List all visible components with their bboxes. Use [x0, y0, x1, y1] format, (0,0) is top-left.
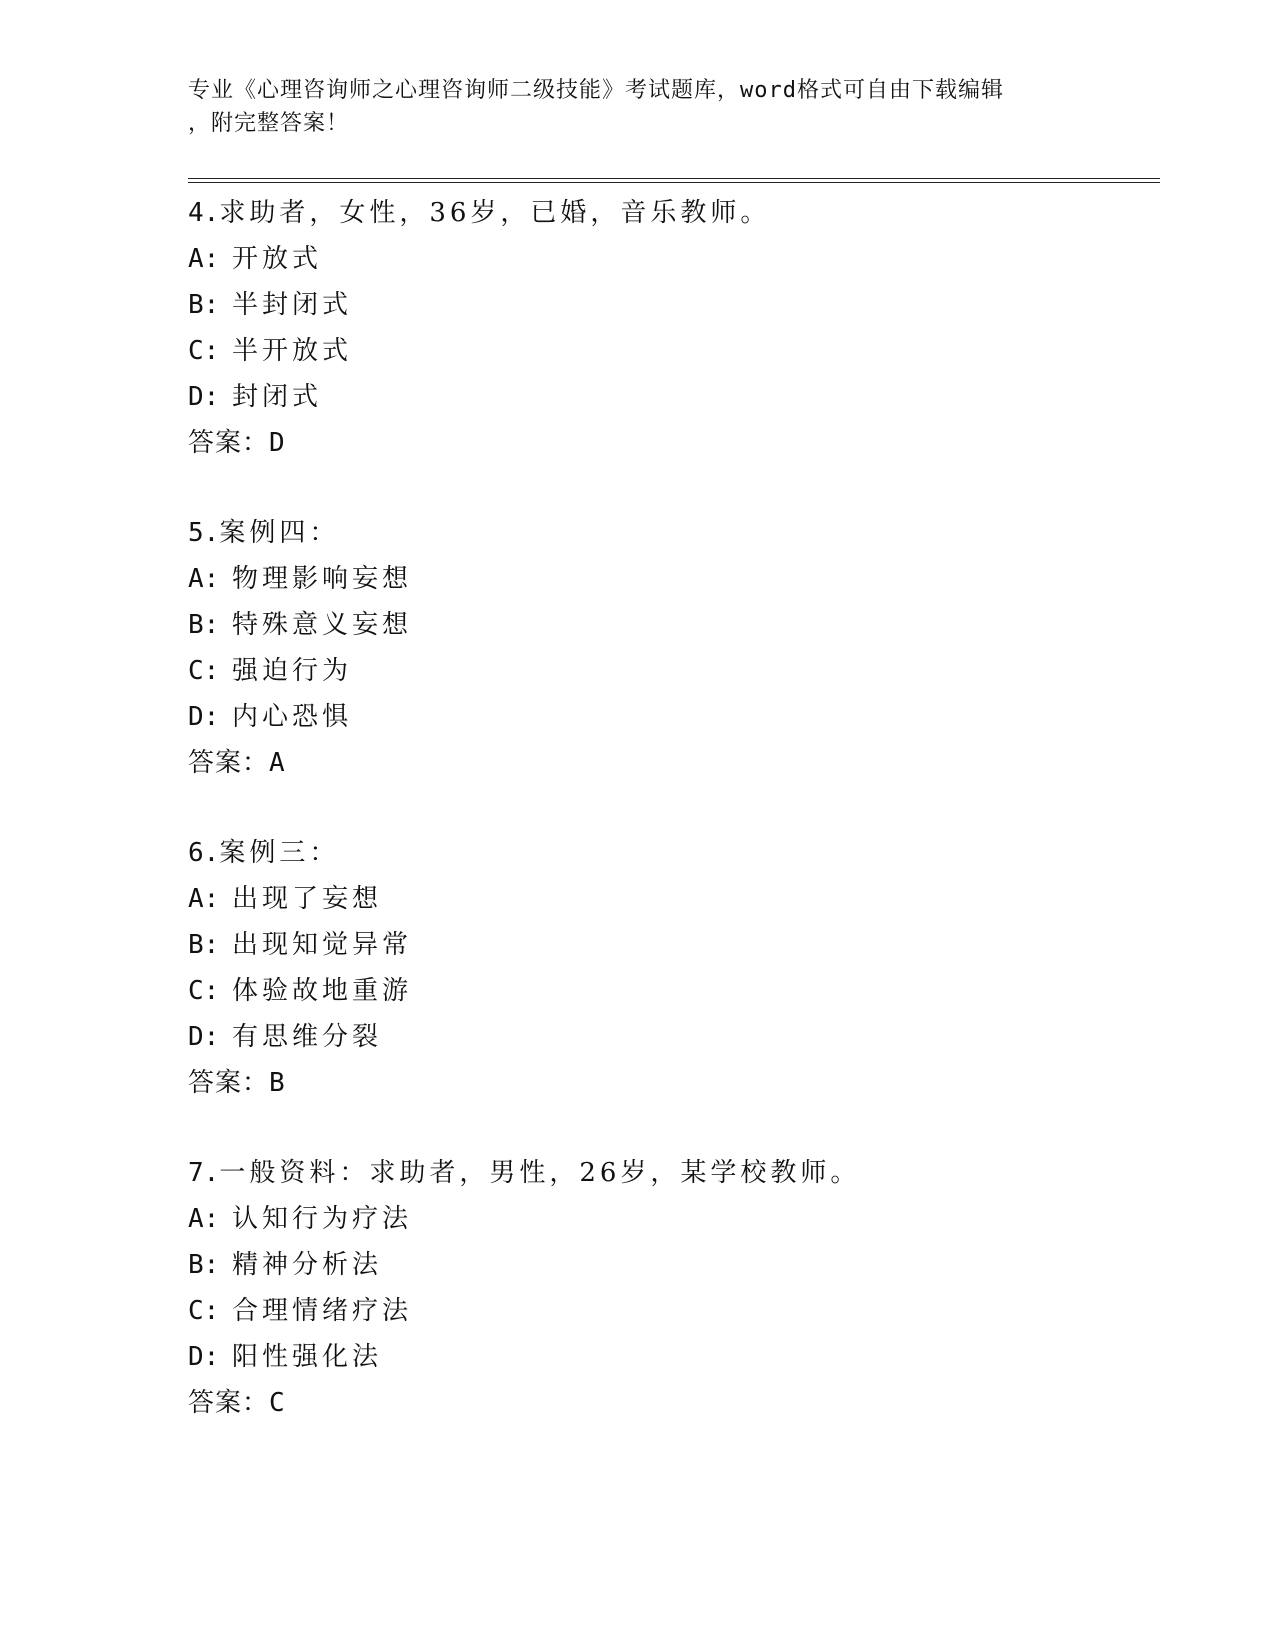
question-stem	[188, 1150, 1138, 1196]
answer-label: 答案：	[188, 748, 270, 778]
option-text: 体验故地重游	[232, 976, 413, 1006]
option-text: 出现知觉异常	[232, 930, 413, 960]
option-text: 半封闭式	[232, 290, 353, 320]
option-text: 精神分析法	[232, 1250, 383, 1280]
answer-label: 答案：	[188, 1068, 270, 1098]
option-letter: C:	[188, 336, 220, 366]
answer-value: B	[269, 1068, 286, 1098]
option-letter: D:	[188, 382, 220, 412]
option-a	[188, 1196, 1138, 1242]
answer-value: A	[269, 748, 286, 778]
option-c	[188, 328, 1138, 374]
question-6	[188, 830, 1138, 1150]
option-text: 认知行为疗法	[232, 1204, 413, 1234]
option-letter: B:	[188, 1250, 220, 1280]
option-c	[188, 1288, 1138, 1334]
option-letter: A:	[188, 884, 220, 914]
option-a	[188, 556, 1138, 602]
option-letter: A:	[188, 244, 220, 274]
answer-value: D	[269, 428, 286, 458]
header-double-rule	[188, 178, 1160, 183]
question-4	[188, 190, 1138, 510]
option-letter: C:	[188, 976, 220, 1006]
option-text: 半开放式	[232, 336, 353, 366]
option-letter: A:	[188, 564, 220, 594]
answer-label: 答案：	[188, 428, 270, 458]
answer-line	[188, 740, 1138, 786]
question-text: 一般资料：求助者，男性，26岁，某学校教师。	[219, 1158, 861, 1188]
option-text: 出现了妄想	[232, 884, 383, 914]
option-text: 阳性强化法	[232, 1342, 383, 1372]
question-text: 案例四：	[219, 518, 340, 548]
question-5	[188, 510, 1138, 830]
option-letter: D:	[188, 1342, 220, 1372]
question-text: 案例三：	[219, 838, 340, 868]
option-text: 有思维分裂	[232, 1022, 383, 1052]
option-text: 物理影响妄想	[232, 564, 413, 594]
question-number: 7.	[188, 1158, 220, 1188]
option-letter: D:	[188, 1022, 220, 1052]
option-b	[188, 282, 1138, 328]
question-number: 5.	[188, 518, 220, 548]
option-letter: B:	[188, 290, 220, 320]
option-b	[188, 602, 1138, 648]
option-b	[188, 922, 1138, 968]
option-a	[188, 236, 1138, 282]
answer-line	[188, 1060, 1138, 1106]
question-7	[188, 1150, 1138, 1470]
question-number: 4.	[188, 198, 220, 228]
option-text: 合理情绪疗法	[232, 1296, 413, 1326]
option-letter: B:	[188, 930, 220, 960]
question-stem	[188, 190, 1138, 236]
option-d	[188, 694, 1138, 740]
header-line-2: ，附完整答案！	[188, 111, 350, 136]
option-text: 内心恐惧	[232, 702, 353, 732]
option-c	[188, 648, 1138, 694]
option-letter: C:	[188, 656, 220, 686]
header-line-1: 专业《心理咨询师之心理咨询师二级技能》考试题库，word格式可自由下载编辑	[188, 78, 1004, 103]
option-b	[188, 1242, 1138, 1288]
option-letter: A:	[188, 1204, 220, 1234]
option-c	[188, 968, 1138, 1014]
answer-line	[188, 420, 1138, 466]
document-header	[188, 74, 1088, 140]
option-text: 特殊意义妄想	[232, 610, 413, 640]
option-letter: D:	[188, 702, 220, 732]
answer-label: 答案：	[188, 1388, 270, 1418]
answer-line	[188, 1380, 1138, 1426]
question-stem	[188, 830, 1138, 876]
option-text: 强迫行为	[232, 656, 353, 686]
option-letter: B:	[188, 610, 220, 640]
question-stem	[188, 510, 1138, 556]
option-d	[188, 374, 1138, 420]
option-d	[188, 1334, 1138, 1380]
option-d	[188, 1014, 1138, 1060]
answer-value: C	[269, 1388, 286, 1418]
option-text: 封闭式	[232, 382, 323, 412]
option-letter: C:	[188, 1296, 220, 1326]
option-text: 开放式	[232, 244, 323, 274]
question-list	[188, 190, 1138, 1470]
question-number: 6.	[188, 838, 220, 868]
question-text: 求助者，女性，36岁，已婚，音乐教师。	[219, 198, 771, 228]
option-a	[188, 876, 1138, 922]
